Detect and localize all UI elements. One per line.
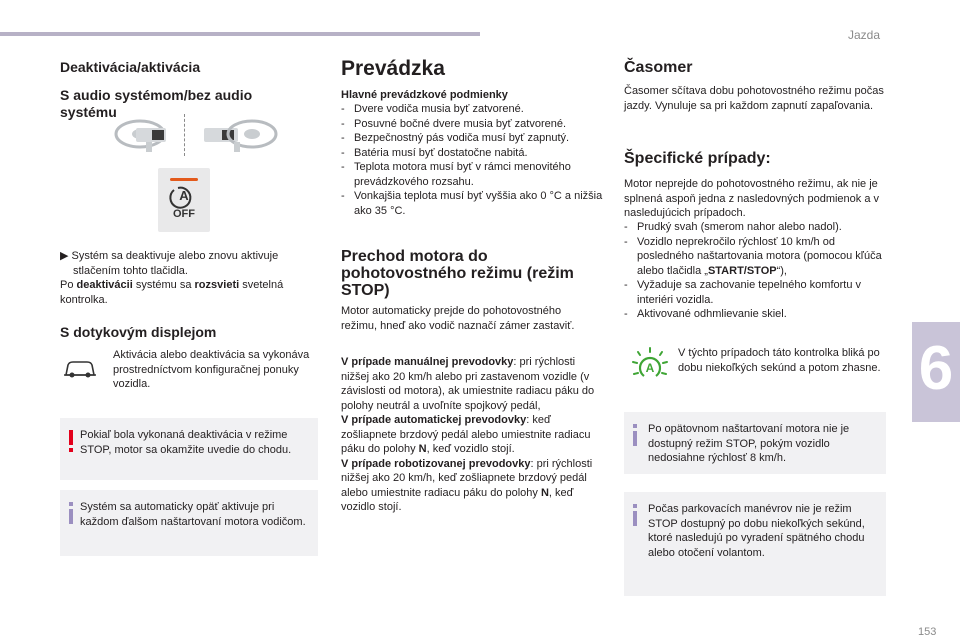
- info-icon: [66, 502, 76, 524]
- list-item: - Vonkajšia teplota musí byť vyššia ako 0 °C a nižšia ako 35 °C.: [341, 189, 603, 218]
- operation-title: Prevádzka: [341, 57, 445, 80]
- text-line: systému sa: [132, 279, 195, 291]
- svg-text:A: A: [645, 361, 655, 375]
- page-number: 153: [918, 626, 937, 638]
- list-item: - Batéria musí byť dostatočne nabitá.: [341, 146, 603, 161]
- special-cases-subtitle: Špecifické prípady:: [624, 150, 771, 167]
- text-run: : pri rýchlosti nižšej ako 20 km/h, keď zošliapnete brzdový pedál alebo umiestnite radiacu páku do polohy: [341, 457, 593, 499]
- bold-term: START/STOP: [707, 264, 777, 277]
- conditions-subtitle: Hlavné prevádzkové podmienky: [341, 89, 508, 101]
- audio-subtitle: S audio systémom/bez audio systému: [60, 87, 253, 120]
- text-line: Po: [60, 279, 77, 291]
- section-label: Jazda: [848, 28, 881, 42]
- list-item: - Dvere vodiča musia byť zatvorené.: [341, 102, 603, 117]
- info-note: [60, 490, 318, 556]
- touchscreen-text: Aktivácia alebo deaktivácia sa vykonáva prostredníctvom konfiguračnej ponuky vozidla.: [113, 349, 310, 390]
- info-note-parking: [624, 492, 886, 596]
- bold-term: rozsvieti: [194, 279, 240, 291]
- car-menu-icon: [60, 355, 100, 383]
- auto-stop-lamp-icon: [630, 346, 670, 386]
- steering-right-icon: [194, 118, 294, 158]
- list-item: - Aktivované odhmlievanie skiel.: [624, 307, 886, 322]
- lamp-text: V týchto prípadoch táto kontrolka bliká po dobu niekoľkých sekúnd a potom zhasne.: [678, 347, 881, 374]
- list-item: - Prudký svah (smerom nahor alebo nadol).: [624, 220, 886, 235]
- touchscreen-subtitle: S dotykovým displejom: [60, 324, 217, 340]
- timer-title: Časomer: [624, 59, 693, 76]
- bold-term: N: [418, 443, 427, 455]
- stop-mode-intro: Motor automaticky prejde do pohotovostného režimu, hneď ako vodič naznačí zámer zastaviť.: [341, 305, 575, 332]
- text-run: “),: [776, 264, 787, 277]
- off-button: [158, 168, 210, 232]
- special-cases-list: [624, 220, 886, 322]
- info-text: Po opätovnom naštartovaní motora nie je dostupný režim STOP, pokým vozidlo nedosiahne rýchlosť 8 km/h.: [648, 423, 850, 464]
- warning-text: Pokiaľ bola vykonaná deaktivácia v režime STOP, motor sa okamžite uvedie do chodu.: [80, 429, 292, 456]
- steering-left-icon: [108, 118, 208, 158]
- text-run: Vozidlo neprekročilo rýchlosť 10 km/h od posledného naštartovania motora (pomocou kľúča alebo tlačidla „: [637, 235, 882, 277]
- special-cases-intro: Motor neprejde do pohotovostného režimu, ak nie je splnená aspoň jedna z nasledovných podmienok a v nasledujúcich prípadoch.: [624, 178, 880, 219]
- svg-text:A: A: [179, 188, 189, 203]
- top-bar: [0, 32, 480, 36]
- text-run: : pri rýchlosti nižšej ako 20 km/h alebo pri zastavenom vozidle (v závislosti od motora), ak umiestnite radiacu páku do polohy neutrál a uvoľníte spojkový pedál,: [341, 356, 595, 412]
- conditions-list: [341, 102, 603, 218]
- off-label: OFF: [173, 208, 195, 220]
- text-line: svetelná: [239, 279, 284, 291]
- divider: [184, 114, 186, 156]
- text-line: stlačením tohto tlačidla.: [73, 264, 188, 277]
- list-item: - Teplota motora musí byť v rámci menovitého prevádzkového rozsahu.: [341, 160, 603, 189]
- chapter-tab: [912, 322, 960, 422]
- list-item: [624, 235, 886, 279]
- chapter-number: 6: [918, 334, 954, 403]
- bold-term: N: [540, 486, 549, 499]
- text-run: , keď vozidlo stojí.: [426, 443, 515, 455]
- stop-mode-subtitle: Prechod motora do pohotovostného režimu (režim STOP): [341, 248, 574, 299]
- bold-term: V prípade manuálnej prevodovky: [341, 356, 514, 368]
- list-item: - Vyžaduje sa zachovanie tepelného komfortu v interiéri vozidla.: [624, 278, 886, 307]
- list-item: - Bezpečnostný pás vodiča musí byť zapnutý.: [341, 131, 603, 146]
- deactivation-text: [60, 249, 318, 307]
- gearbox-text: [341, 355, 599, 515]
- text-run: : keď zošliapnete brzdový pedál alebo umiestnite radiacu páku do polohy: [341, 414, 591, 455]
- text-run: , keď vozidlo stojí.: [341, 486, 574, 513]
- info-icon: [630, 504, 640, 526]
- bold-term: V prípade robotizovanej prevodovky: [341, 457, 531, 470]
- text-line: Systém sa deaktivuje alebo znovu aktivuje: [71, 250, 279, 262]
- bullet-mark-icon: ▶︎: [60, 250, 69, 262]
- auto-off-icon: [158, 168, 210, 232]
- text-line: kontrolka.: [60, 293, 108, 306]
- deactivation-title: Deaktivácia/aktivácia: [60, 59, 201, 75]
- info-note-restart: [624, 412, 886, 474]
- info-icon: [630, 424, 640, 446]
- warning-icon: [66, 430, 76, 452]
- bold-term: deaktivácii: [76, 279, 133, 291]
- info-text: Počas parkovacích manévrov nie je režim STOP dostupný po dobu niekoľkých sekúnd, ktoré nasledujú po vyradení spätného chodu alebo otočení volantom.: [648, 503, 865, 559]
- info-text: Systém sa automaticky opäť aktivuje pri každom ďalšom naštartovaní motora vodičom.: [80, 501, 306, 528]
- timer-text: Časomer sčítava dobu pohotovostného režimu počas jazdy. Vynuluje sa pri každom zapnutí zapaľovania.: [624, 85, 884, 112]
- bold-term: V prípade automatickej prevodovky: [341, 414, 527, 426]
- warning-note: [60, 418, 318, 480]
- list-item: - Posuvné bočné dvere musia byť zatvorené.: [341, 117, 603, 132]
